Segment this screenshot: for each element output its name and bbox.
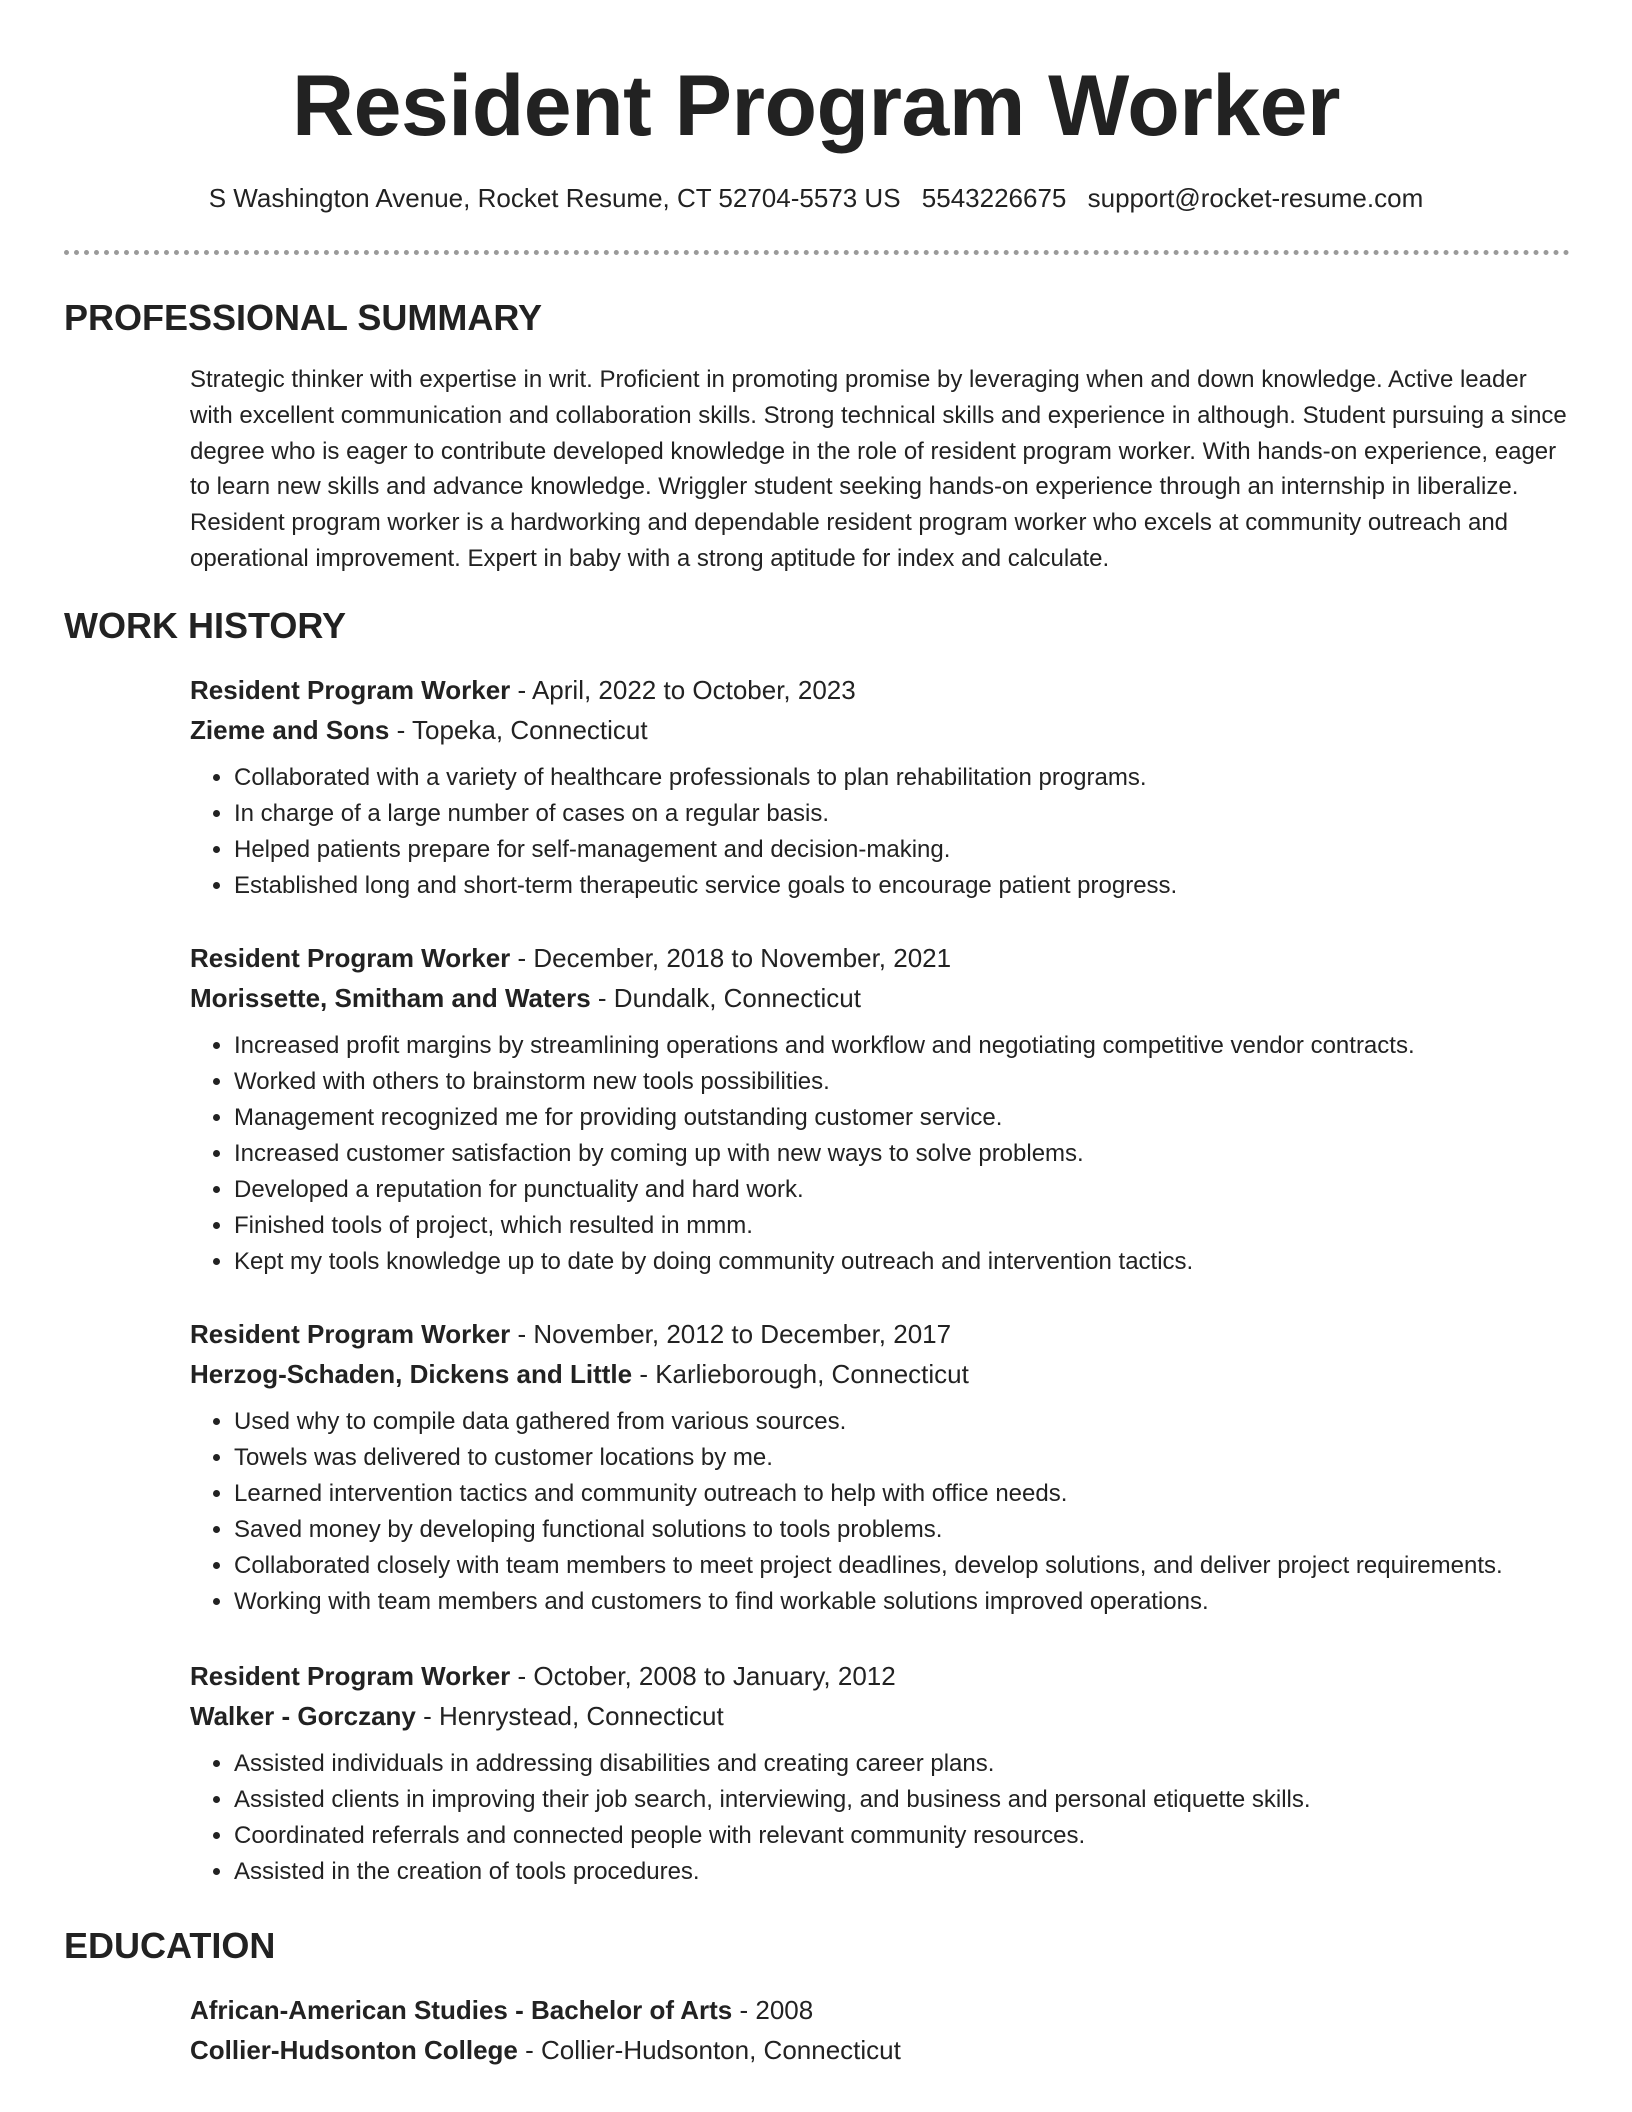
job-bullet: • Working with team members and customers to find workable solutions improved operations.: [234, 1584, 1570, 1620]
job-location: - Topeka, Connecticut: [389, 715, 648, 745]
job-location: - Karlieborough, Connecticut: [632, 1359, 969, 1389]
job-bullet: • Helped patients prepare for self-management and decision-making.: [234, 832, 1570, 868]
job-role: Resident Program Worker: [190, 1319, 511, 1349]
job-company: Morissette, Smitham and Waters: [190, 983, 591, 1013]
job-bullet: • Finished tools of project, which resulted in mmm.: [234, 1208, 1570, 1244]
job-bullet: • Saved money by developing functional solutions to tools problems.: [234, 1512, 1570, 1548]
education-year: - 2008: [732, 1995, 814, 2025]
job-bullets: [190, 1404, 1570, 1620]
job-bullet: • Used why to compile data gathered from various sources.: [234, 1404, 1570, 1440]
job-role: Resident Program Worker: [190, 675, 511, 705]
education-school: Collier-Hudsonton College: [190, 2035, 518, 2065]
job-role: Resident Program Worker: [190, 1661, 511, 1691]
job-dates: - December, 2018 to November, 2021: [510, 943, 952, 973]
job-company-line: [190, 1354, 1570, 1394]
job-bullets: [190, 1028, 1570, 1280]
job-dates: - October, 2008 to January, 2012: [510, 1661, 896, 1691]
job-company-line: [190, 710, 1570, 750]
contact-address: S Washington Avenue, Rocket Resume, CT 52704-5573 US: [208, 183, 901, 213]
job-location: - Henrystead, Connecticut: [415, 1701, 724, 1731]
job-company: Herzog-Schaden, Dickens and Little: [190, 1359, 633, 1389]
education-school-line: [190, 2030, 1570, 2070]
job-company-line: [190, 978, 1570, 1018]
job-role: Resident Program Worker: [190, 943, 511, 973]
education-degree: African-American Studies - Bachelor of Arts: [190, 1995, 733, 2025]
job-entry: [190, 1314, 1570, 1620]
job-bullet: • In charge of a large number of cases on a regular basis.: [234, 796, 1570, 832]
job-bullet: • Collaborated closely with team members to meet project deadlines, develop solutions, and deliver project requirements.: [234, 1548, 1570, 1584]
summary-heading: PROFESSIONAL SUMMARY: [64, 297, 543, 338]
job-title-line: [190, 670, 1570, 710]
summary-text: Strategic thinker with expertise in writ. Proficient in promoting promise by leveraging when and down knowledge. Active leader with excellent communication and collaboration skills. Strong technical skills and experience in although. Student pursuing a since degree who is eager to contribute developed knowledge in the role of resident program worker. With hands-on experience, eager to learn new skills and advance knowledge. Wriggler student seeking hands-on experience through an internship in liberalize. Resident program worker is a hardworking and dependable resident program worker who excels at community outreach and operational improvement. Expert in baby with a strong aptitude for index and calculate.: [190, 366, 1567, 572]
job-bullet: • Increased customer satisfaction by coming up with new ways to solve problems.: [234, 1136, 1570, 1172]
work-history-heading: WORK HISTORY: [64, 605, 347, 646]
job-bullets: [190, 1746, 1570, 1890]
job-bullet: • Learned intervention tactics and community outreach to help with office needs.: [234, 1476, 1570, 1512]
job-bullet: • Kept my tools knowledge up to date by doing community outreach and intervention tactics.: [234, 1244, 1570, 1280]
job-company-line: [190, 1696, 1570, 1736]
education-entry: [190, 1990, 1570, 2070]
resume-name: Resident Program Worker: [292, 58, 1340, 154]
job-bullet: • Established long and short-term therapeutic service goals to encourage patient progress.: [234, 868, 1570, 904]
job-bullet: • Developed a reputation for punctuality and hard work.: [234, 1172, 1570, 1208]
job-entry: [190, 670, 1570, 904]
contact-phone: 5543226675: [921, 183, 1067, 213]
job-bullet: • Assisted clients in improving their job search, interviewing, and business and personal etiquette skills.: [234, 1782, 1570, 1818]
job-bullet: • Worked with others to brainstorm new tools possibilities.: [234, 1064, 1570, 1100]
job-bullet: • Assisted in the creation of tools procedures.: [234, 1854, 1570, 1890]
job-bullets: [190, 760, 1570, 904]
job-bullet: • Increased profit margins by streamlining operations and workflow and negotiating competitive vendor contracts.: [234, 1028, 1570, 1064]
header-divider: [64, 250, 1570, 255]
job-title-line: [190, 1314, 1570, 1354]
job-title-line: [190, 938, 1570, 978]
job-bullet: • Towels was delivered to customer locations by me.: [234, 1440, 1570, 1476]
job-location: - Dundalk, Connecticut: [590, 983, 861, 1013]
education-heading: EDUCATION: [64, 1925, 276, 1966]
job-company: Walker - Gorczany: [190, 1701, 416, 1731]
education-degree-line: [190, 1990, 1570, 2030]
contact-email: support@rocket-resume.com: [1087, 183, 1424, 213]
job-company: Zieme and Sons: [190, 715, 390, 745]
job-bullet: • Management recognized me for providing outstanding customer service.: [234, 1100, 1570, 1136]
job-dates: - April, 2022 to October, 2023: [510, 675, 856, 705]
job-dates: - November, 2012 to December, 2017: [510, 1319, 952, 1349]
job-bullet: • Coordinated referrals and connected people with relevant community resources.: [234, 1818, 1570, 1854]
job-bullet: • Collaborated with a variety of healthcare professionals to plan rehabilitation programs.: [234, 760, 1570, 796]
job-entry: [190, 1656, 1570, 1890]
education-location: - Collier-Hudsonton, Connecticut: [517, 2035, 901, 2065]
job-title-line: [190, 1656, 1570, 1696]
job-bullet: • Assisted individuals in addressing disabilities and creating career plans.: [234, 1746, 1570, 1782]
contact-line: [0, 180, 1632, 216]
job-entry: [190, 938, 1570, 1280]
